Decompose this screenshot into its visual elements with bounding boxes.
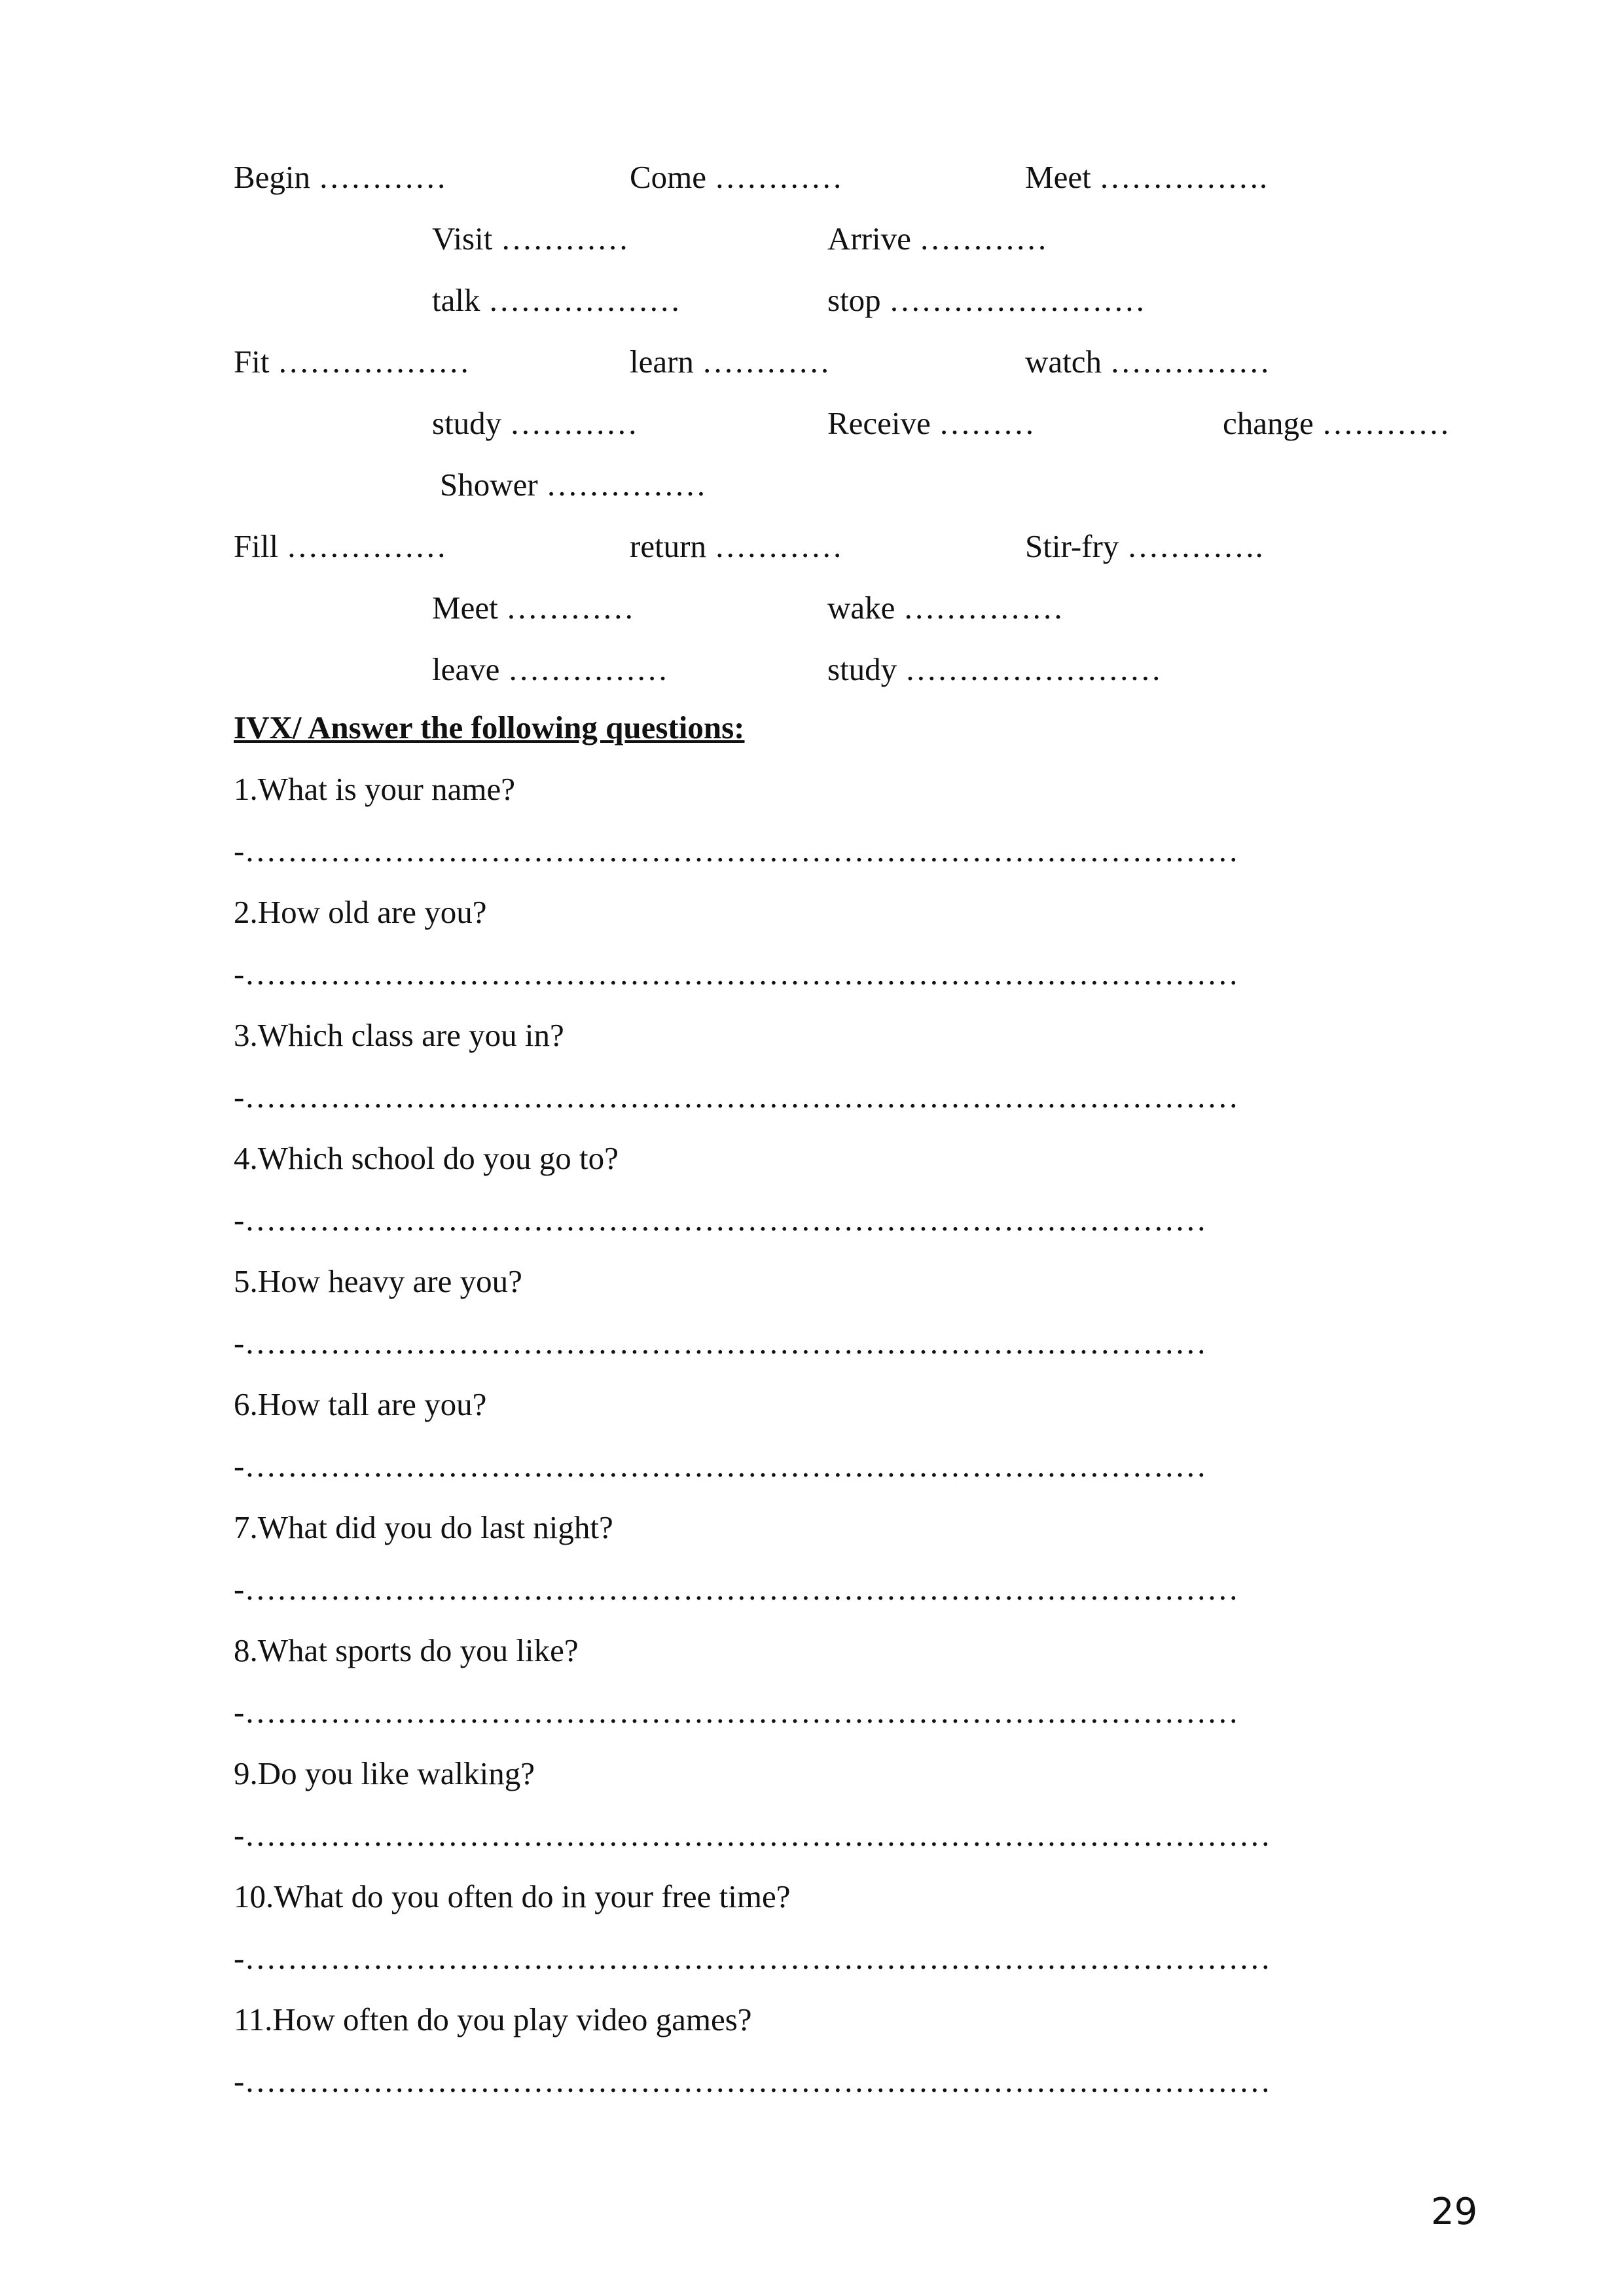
verb-change: change ………… xyxy=(1223,405,1450,441)
answer-line-7[interactable]: -………………………………………………………………………………… xyxy=(234,1571,1239,1607)
verb-stir-fry: Stir-fry …………. xyxy=(1025,528,1263,564)
verb-receive: Receive ……… xyxy=(827,405,1036,441)
answer-line-2[interactable]: -………………………………………………………………………………… xyxy=(234,956,1239,992)
verb-wake: wake …………… xyxy=(827,590,1064,626)
verb-talk: talk ……………… xyxy=(432,282,681,318)
verb-stop: stop …………………… xyxy=(827,282,1146,318)
answer-line-6[interactable]: -……………………………………………………………………………… xyxy=(234,1448,1207,1484)
answer-line-9[interactable]: -…………………………………………………………………………………… xyxy=(234,1817,1271,1853)
verb-begin: Begin ………… xyxy=(234,159,447,195)
question-11: 11.How often do you play video games? xyxy=(234,2001,752,2037)
verb-leave: leave …………… xyxy=(432,651,668,687)
answer-line-8[interactable]: -………………………………………………………………………………… xyxy=(234,1694,1239,1730)
verb-come: Come ………… xyxy=(630,159,843,195)
question-2: 2.How old are you? xyxy=(234,894,487,930)
verb-learn: learn ………… xyxy=(630,344,831,380)
verb-meet: Meet ……………. xyxy=(1025,159,1268,195)
answer-line-1[interactable]: -………………………………………………………………………………… xyxy=(234,833,1239,869)
question-8: 8.What sports do you like? xyxy=(234,1632,579,1668)
verb-study-2: study …………………… xyxy=(827,651,1162,687)
question-4: 4.Which school do you go to? xyxy=(234,1140,619,1176)
verb-meet-2: Meet ………… xyxy=(432,590,634,626)
question-7: 7.What did you do last night? xyxy=(234,1509,613,1545)
answer-line-5[interactable]: -……………………………………………………………………………… xyxy=(234,1325,1207,1361)
question-10: 10.What do you often do in your free time? xyxy=(234,1878,791,1914)
verb-arrive: Arrive ………… xyxy=(827,221,1048,257)
question-3: 3.Which class are you in? xyxy=(234,1017,564,1053)
verb-study: study ………… xyxy=(432,405,638,441)
verb-return: return ………… xyxy=(630,528,843,564)
verb-shower: Shower …………… xyxy=(440,467,706,503)
answer-line-10[interactable]: -…………………………………………………………………………………… xyxy=(234,1940,1271,1976)
answer-line-4[interactable]: -……………………………………………………………………………… xyxy=(234,1202,1207,1238)
verb-fit: Fit ……………… xyxy=(234,344,470,380)
question-1: 1.What is your name? xyxy=(234,771,515,807)
question-9: 9.Do you like walking? xyxy=(234,1755,535,1791)
answer-line-11[interactable]: -…………………………………………………………………………………… xyxy=(234,2063,1271,2099)
answer-line-3[interactable]: -………………………………………………………………………………… xyxy=(234,1079,1239,1115)
section-heading: IVX/ Answer the following questions: xyxy=(234,709,745,745)
verb-watch: watch …………… xyxy=(1025,344,1271,380)
question-5: 5.How heavy are you? xyxy=(234,1263,522,1299)
question-6: 6.How tall are you? xyxy=(234,1386,487,1422)
page-number: 29 xyxy=(1431,2191,1478,2233)
verb-fill: Fill …………… xyxy=(234,528,447,564)
verb-visit: Visit ………… xyxy=(432,221,629,257)
